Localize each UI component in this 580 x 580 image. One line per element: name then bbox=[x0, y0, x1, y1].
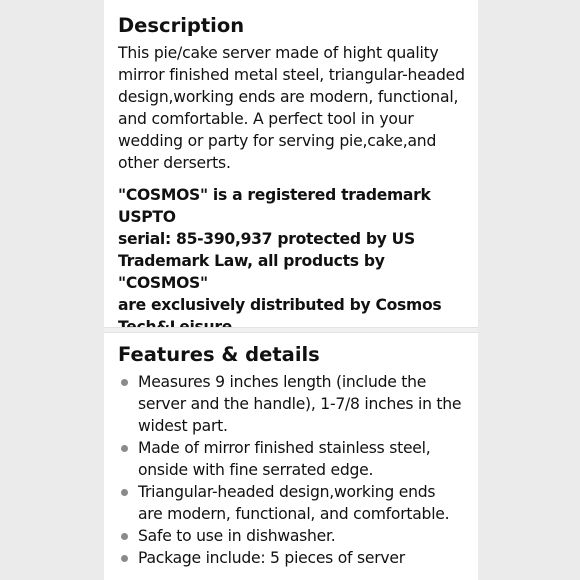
feature-item bbox=[118, 525, 474, 547]
trademark-line: "COSMOS" is a registered trademark USPTO bbox=[118, 186, 431, 226]
trademark-line: Trademark Law, all products by "COSMOS" bbox=[118, 252, 385, 292]
description-line: and comfortable. A perfect tool in your bbox=[118, 110, 414, 128]
description-text bbox=[118, 42, 470, 174]
feature-item bbox=[118, 371, 474, 437]
feature-line: Package include: 5 pieces of server bbox=[138, 549, 405, 567]
feature-line: Triangular-headed design,working ends bbox=[138, 483, 436, 501]
trademark-line: are exclusively distributed by Cosmos bbox=[118, 296, 442, 314]
feature-item bbox=[118, 437, 474, 481]
bullet-icon bbox=[121, 445, 128, 452]
bullet-icon bbox=[121, 533, 128, 540]
description-line: design,working ends are modern, functional, bbox=[118, 88, 459, 106]
feature-list bbox=[118, 371, 474, 569]
trademark-notice bbox=[118, 184, 470, 338]
feature-line: widest part. bbox=[138, 417, 228, 435]
feature-line: Made of mirror finished stainless steel, bbox=[138, 439, 431, 457]
feature-line: Measures 9 inches length (include the bbox=[138, 373, 427, 391]
description-section bbox=[104, 0, 478, 327]
bullet-icon bbox=[121, 555, 128, 562]
feature-line: Safe to use in dishwasher. bbox=[138, 527, 336, 545]
trademark-line: serial: 85-390,937 protected by US bbox=[118, 230, 415, 248]
left-gutter bbox=[0, 0, 104, 580]
features-section bbox=[104, 333, 478, 580]
feature-line: onside with fine serrated edge. bbox=[138, 461, 374, 479]
feature-item bbox=[118, 547, 474, 569]
description-line: wedding or party for serving pie,cake,and bbox=[118, 132, 437, 150]
features-title: Features & details bbox=[118, 343, 320, 366]
bullet-icon bbox=[121, 379, 128, 386]
bullet-icon bbox=[121, 489, 128, 496]
feature-item bbox=[118, 481, 474, 525]
description-line: mirror finished metal steel, triangular-headed bbox=[118, 66, 465, 84]
feature-line: server and the handle), 1-7/8 inches in the bbox=[138, 395, 462, 413]
description-line: This pie/cake server made of hight quality bbox=[118, 44, 439, 62]
description-title: Description bbox=[118, 14, 245, 37]
description-line: other derserts. bbox=[118, 154, 231, 172]
feature-line: are modern, functional, and comfortable. bbox=[138, 505, 450, 523]
right-gutter bbox=[478, 0, 580, 580]
